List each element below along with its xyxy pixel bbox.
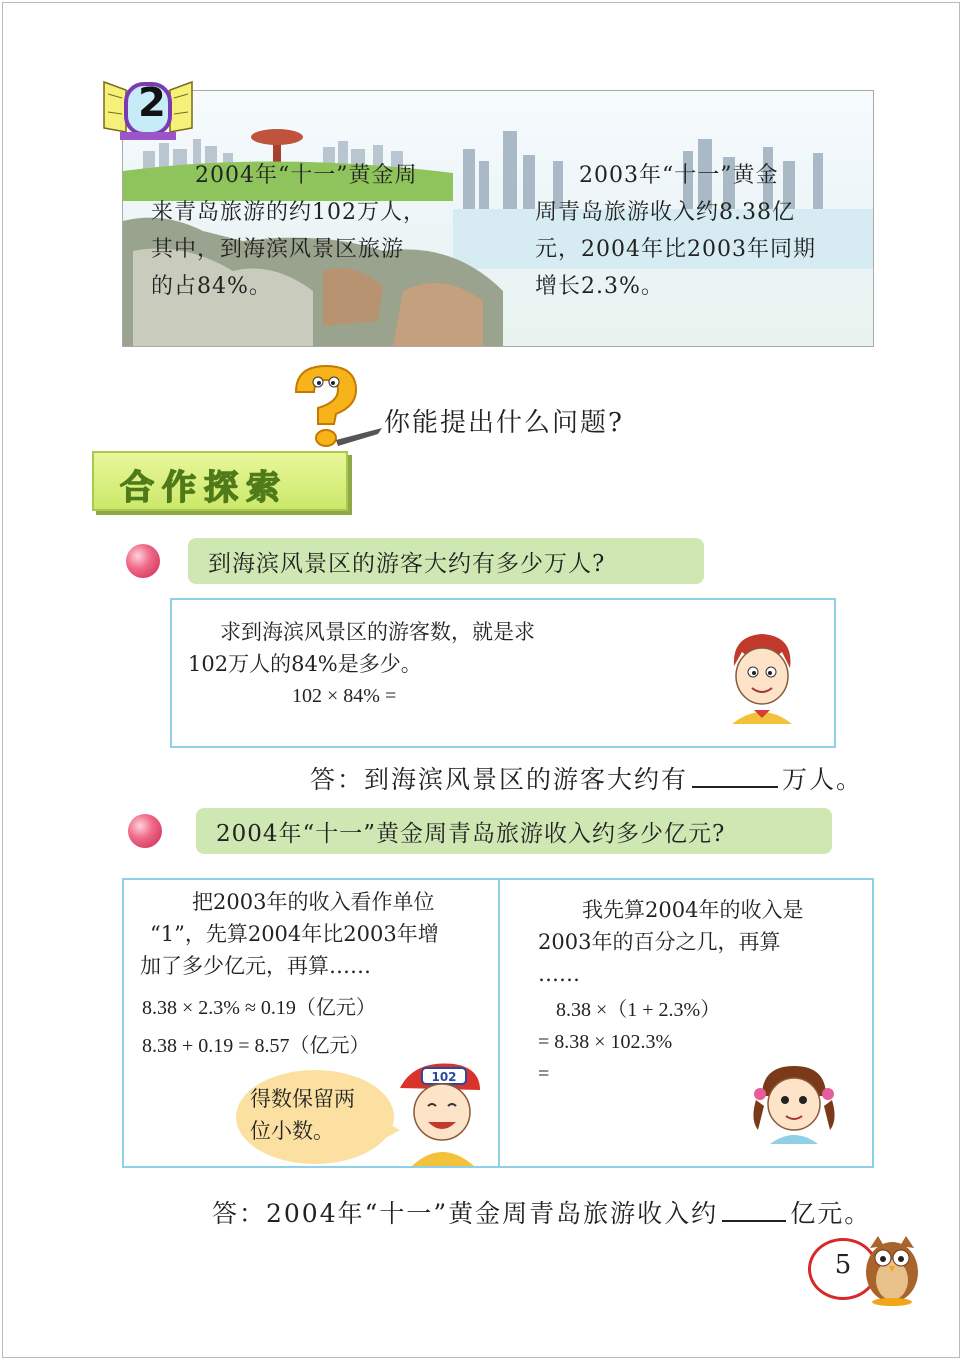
text-line: 我先算2004年的收入是	[582, 898, 804, 922]
question-1-bar	[188, 538, 704, 584]
text-line: 位小数。	[250, 1119, 334, 1143]
q2-right-calc-1: 8.38 ×（1 + 2.3%）	[556, 999, 721, 1021]
q2-answer-suffix: 亿元。	[790, 1199, 872, 1228]
section-title: 合作探索	[120, 468, 288, 508]
text-line: 得数保留两	[250, 1087, 355, 1111]
question-2-bar	[196, 808, 832, 854]
q2-answer	[212, 1194, 871, 1230]
q2-right-calc-3: =	[538, 1063, 550, 1085]
problem-right-text	[535, 157, 855, 305]
speech-text	[250, 1083, 380, 1147]
q1-text: 求到海滨风景区的游客数，就是求	[220, 620, 535, 644]
q1-formula: 102 × 84% =	[292, 685, 397, 707]
cap-text: 102	[431, 1070, 457, 1084]
boy-character-icon	[722, 630, 802, 724]
q2-answer-blank[interactable]	[722, 1220, 786, 1222]
q2-right-text	[538, 894, 858, 990]
q2-left-calc-2: 8.38 + 0.19 = 8.57（亿元）	[142, 1035, 370, 1057]
question-1-text: 到海滨风景区的游客大约有多少万人?	[208, 550, 606, 577]
text-line: 来青岛旅游的约102万人，	[151, 200, 426, 225]
text-line: 元，2004年比2003年同期	[535, 237, 816, 262]
bullet-icon	[126, 544, 160, 578]
question-mark-mascot-icon	[278, 362, 388, 452]
problem-left-text	[151, 157, 481, 305]
text-line: 2003年“十一”黄金	[579, 163, 779, 188]
text-line: 其中，到海滨风景区旅游	[151, 237, 405, 262]
q1-line-1	[190, 616, 535, 648]
problem-scene-panel	[122, 90, 874, 347]
text-line: 2003年的百分之几，再算	[538, 930, 781, 954]
text-line: 周青岛旅游收入约8.38亿	[535, 200, 795, 225]
q1-line-2: 102万人的84%是多少。	[188, 652, 422, 676]
page-number: 5	[834, 1250, 852, 1280]
text-line: 把2003年的收入看作单位	[192, 890, 435, 914]
text-line: ……	[538, 962, 580, 986]
question-2-text: 2004年“十一”黄金周青岛旅游收入约多少亿元?	[216, 820, 726, 847]
q1-answer-blank[interactable]	[692, 786, 778, 788]
text-line: “1”，先算2004年比2003年增	[150, 922, 439, 946]
q2-left-calc-1: 8.38 × 2.3% ≈ 0.19（亿元）	[142, 997, 376, 1019]
question-prompt: 你能提出什么问题?	[384, 408, 624, 438]
text-line: 加了多少亿元，再算……	[140, 954, 371, 978]
girl-character-icon	[746, 1060, 842, 1144]
q2-left-text	[140, 886, 490, 982]
q1-answer	[310, 760, 863, 796]
q1-answer-prefix: 答：到海滨风景区的游客大约有	[310, 765, 689, 794]
problem-number: 2	[138, 80, 166, 126]
q2-divider	[498, 878, 500, 1168]
bullet-icon	[128, 814, 162, 848]
boy-with-cap-icon	[394, 1056, 490, 1166]
owl-icon	[858, 1228, 928, 1306]
q1-answer-suffix: 万人。	[782, 765, 864, 794]
q2-answer-prefix: 答：2004年“十一”黄金周青岛旅游收入约	[212, 1199, 719, 1228]
text-line: 的占84%。	[151, 274, 272, 299]
text-line: 2004年“十一”黄金周	[195, 163, 418, 188]
q2-right-calc-2: = 8.38 × 102.3%	[538, 1031, 673, 1053]
text-line: 增长2.3%。	[535, 274, 664, 299]
